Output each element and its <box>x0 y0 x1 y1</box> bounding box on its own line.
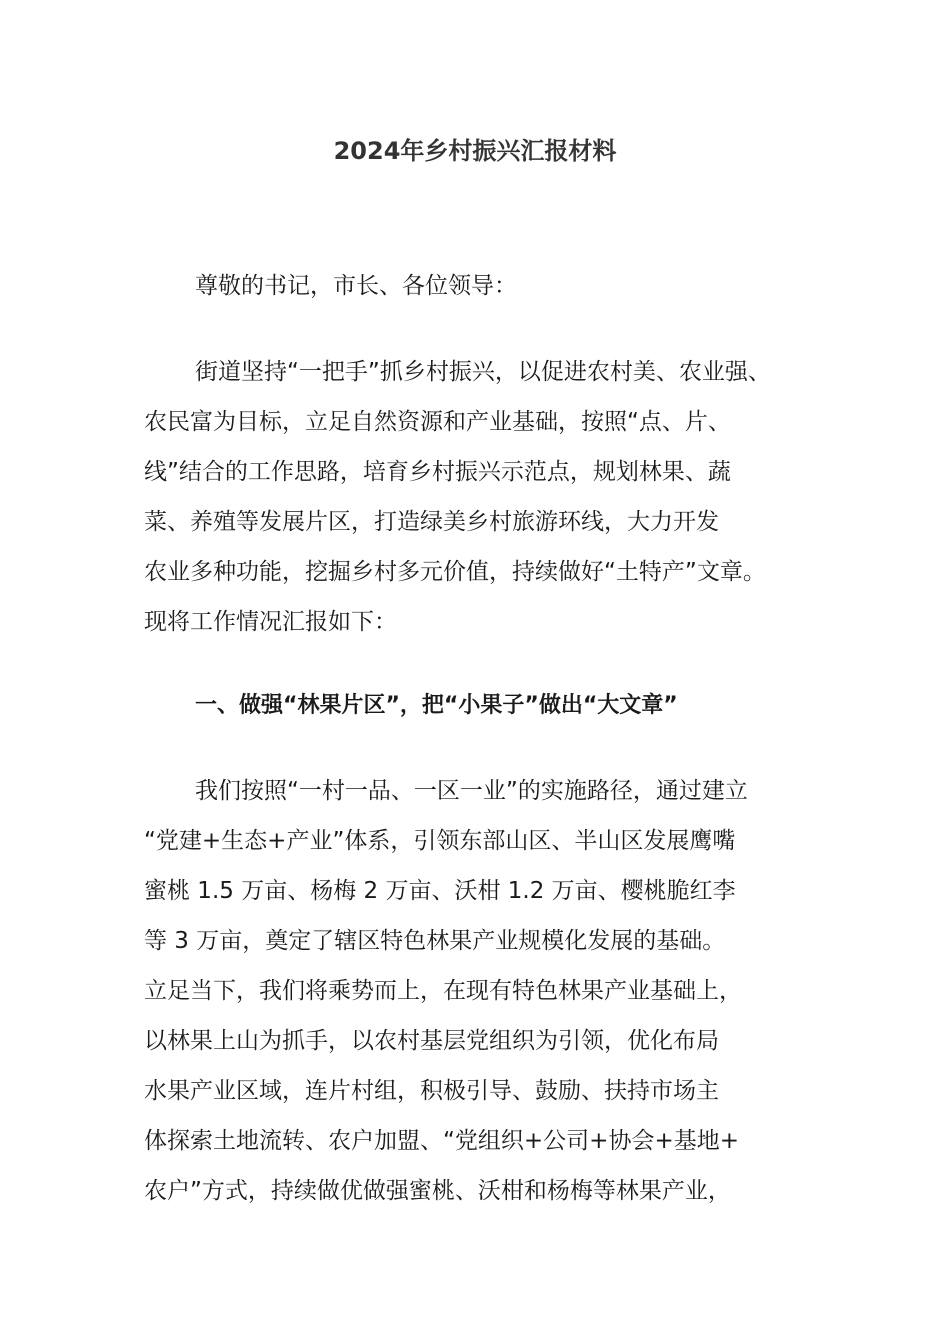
paragraph-line: 立足当下，我们将乘势而上，在现有特色林果产业基础上， <box>144 978 742 1004</box>
paragraph-intro <box>144 347 834 647</box>
section-heading: 一、做强“林果片区”，把“小果子”做出“大文章” <box>195 693 678 718</box>
paragraph-line: 街道坚持“一把手”抓乡村振兴，以促进农村美、农业强、 <box>195 359 771 385</box>
paragraph-line: 线”结合的工作思路，培育乡村振兴示范点，规划林果、蔬 <box>144 459 731 485</box>
paragraph-line: 以林果上山为抓手，以农村基层党组织为引领，优化布局 <box>144 1028 719 1054</box>
paragraph-line: 等 3 万亩，奠定了辖区特色林果产业规模化发展的基础。 <box>144 928 726 954</box>
paragraph-line: 菜、养殖等发展片区，打造绿美乡村旅游环线，大力开发 <box>144 509 719 535</box>
document-title: 2024年乡村振兴汇报材料 <box>333 137 617 165</box>
paragraph-line: 我们按照“一村一品、一区一业”的实施路径，通过建立 <box>195 778 748 804</box>
paragraph-line: 蜜桃 1.5 万亩、杨梅 2 万亩、沃柑 1.2 万亩、樱桃脆红李 <box>144 878 736 904</box>
paragraph-line: 现将工作情况汇报如下： <box>144 609 397 635</box>
paragraph-line: 农民富为目标，立足自然资源和产业基础，按照“点、片、 <box>144 409 731 435</box>
paragraph-line: 水果产业区域，连片村组，积极引导、鼓励、扶持市场主 <box>144 1078 719 1104</box>
paragraph-line: 农业多种功能，挖掘乡村多元价值，持续做好“土特产”文章。 <box>144 559 766 585</box>
paragraph-line: “党建+生态+产业”体系，引领东部山区、半山区发展鹰嘴 <box>144 828 736 854</box>
paragraph-line: 体探索土地流转、农户加盟、“党组织+公司+协会+基地+ <box>144 1128 740 1154</box>
paragraph-line: 农户”方式，持续做优做强蜜桃、沃柑和杨梅等林果产业， <box>144 1178 731 1204</box>
salutation: 尊敬的书记，市长、各位领导： <box>195 273 517 299</box>
paragraph-forest-fruit <box>144 766 834 1216</box>
